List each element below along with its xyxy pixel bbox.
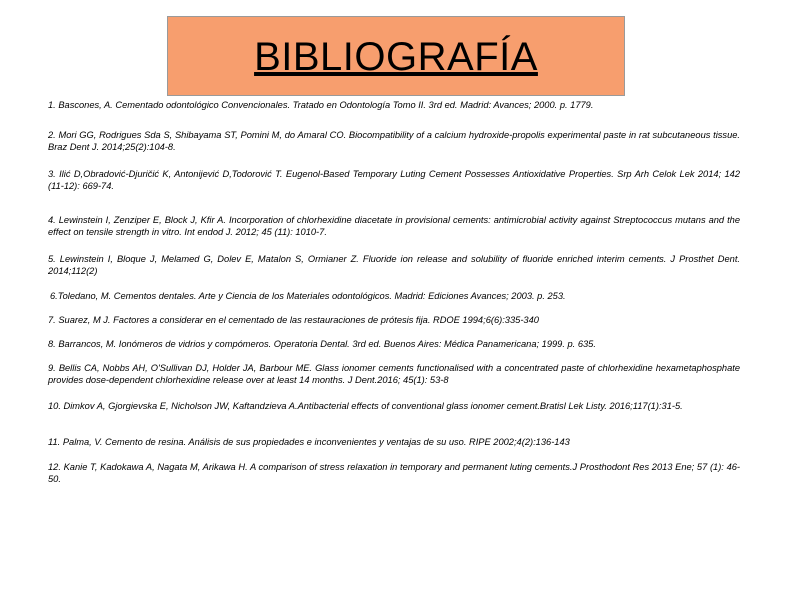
- reference-2: 2. Mori GG, Rodrigues Sda S, Shibayama ST, Pomini M, do Amaral CO. Biocompatibility of a calcium hydroxide-propolis experimental paste in rat subcutaneous tissue. Braz Dent J. 2014;25(2):104-8.: [48, 130, 740, 152]
- reference-11: 11. Palma, V. Cemento de resina. Análisis de sus propiedades e inconvenientes y ventajas de su uso. RIPE 2002;4(2):136-143: [48, 437, 570, 447]
- title-box: [167, 16, 625, 96]
- reference-10: 10. Dimkov A, Gjorgievska E, Nicholson JW, Kaftandzieva A.Antibacterial effects of conventional glass ionomer cement.Bratisl Lek Listy. 2016;117(1):31-5.: [48, 401, 683, 411]
- reference-4: 4. Lewinstein I, Zenziper E, Block J, Kfir A. Incorporation of chlorhexidine diacetate in provisional cements: antimicrobial activity against Streptococcus mutans and the effect on tensile strength in vitro. Int endod J. 2012; 45 (11): 1010-7.: [48, 215, 740, 237]
- reference-12: 12. Kanie T, Kadokawa A, Nagata M, Arikawa H. A comparison of stress relaxation in temporary and permanent luting cements.J Prosthodont Res 2013 Ene; 57 (1): 46-50.: [48, 462, 740, 484]
- reference-6: 6.Toledano, M. Cementos dentales. Arte y Ciencia de los Materiales odontológicos. Madrid: Ediciones Avances; 2003. p. 253.: [50, 291, 566, 301]
- reference-9: 9. Bellis CA, Nobbs AH, O'Sullivan DJ, Holder JA, Barbour ME. Glass ionomer cements functionalised with a concentrated paste of chlorhexidine hexametaphosphate provides dose-dependent chlorhexidine release over at least 14 months. J Dent.2016; 45(1): 53-8: [48, 363, 740, 385]
- reference-1: 1. Bascones, A. Cementado odontológico Convencionales. Tratado en Odontología Tomo II. 3rd ed. Madrid: Avances; 2000. p. 1779.: [48, 100, 594, 110]
- reference-8: 8. Barrancos, M. Ionómeros de vidrios y compómeros. Operatoria Dental. 3rd ed. Buenos Aires: Médica Panamericana; 1999. p. 635.: [48, 339, 596, 349]
- reference-5: 5. Lewinstein I, Bloque J, Melamed G, Dolev E, Matalon S, Ormianer Z. Fluoride ion release and solubility of fluoride enriched interim cements. J Prosthet Dent. 2014;112(2): [48, 254, 740, 276]
- reference-3: 3. Ilić D,Obradović-Djuričić K, Antonijević D,Todorović T. Eugenol-Based Temporary Luting Cement Possesses Antioxidative Properties. Srp Arh Celok Lek 2014; 142 (11-12): 669-74.: [48, 169, 740, 191]
- reference-7: 7. Suarez, M J. Factores a considerar en el cementado de las restauraciones de prótesis fija. RDOE 1994;6(6):335-340: [48, 315, 539, 325]
- page-title: BIBLIOGRAFÍA: [254, 34, 538, 79]
